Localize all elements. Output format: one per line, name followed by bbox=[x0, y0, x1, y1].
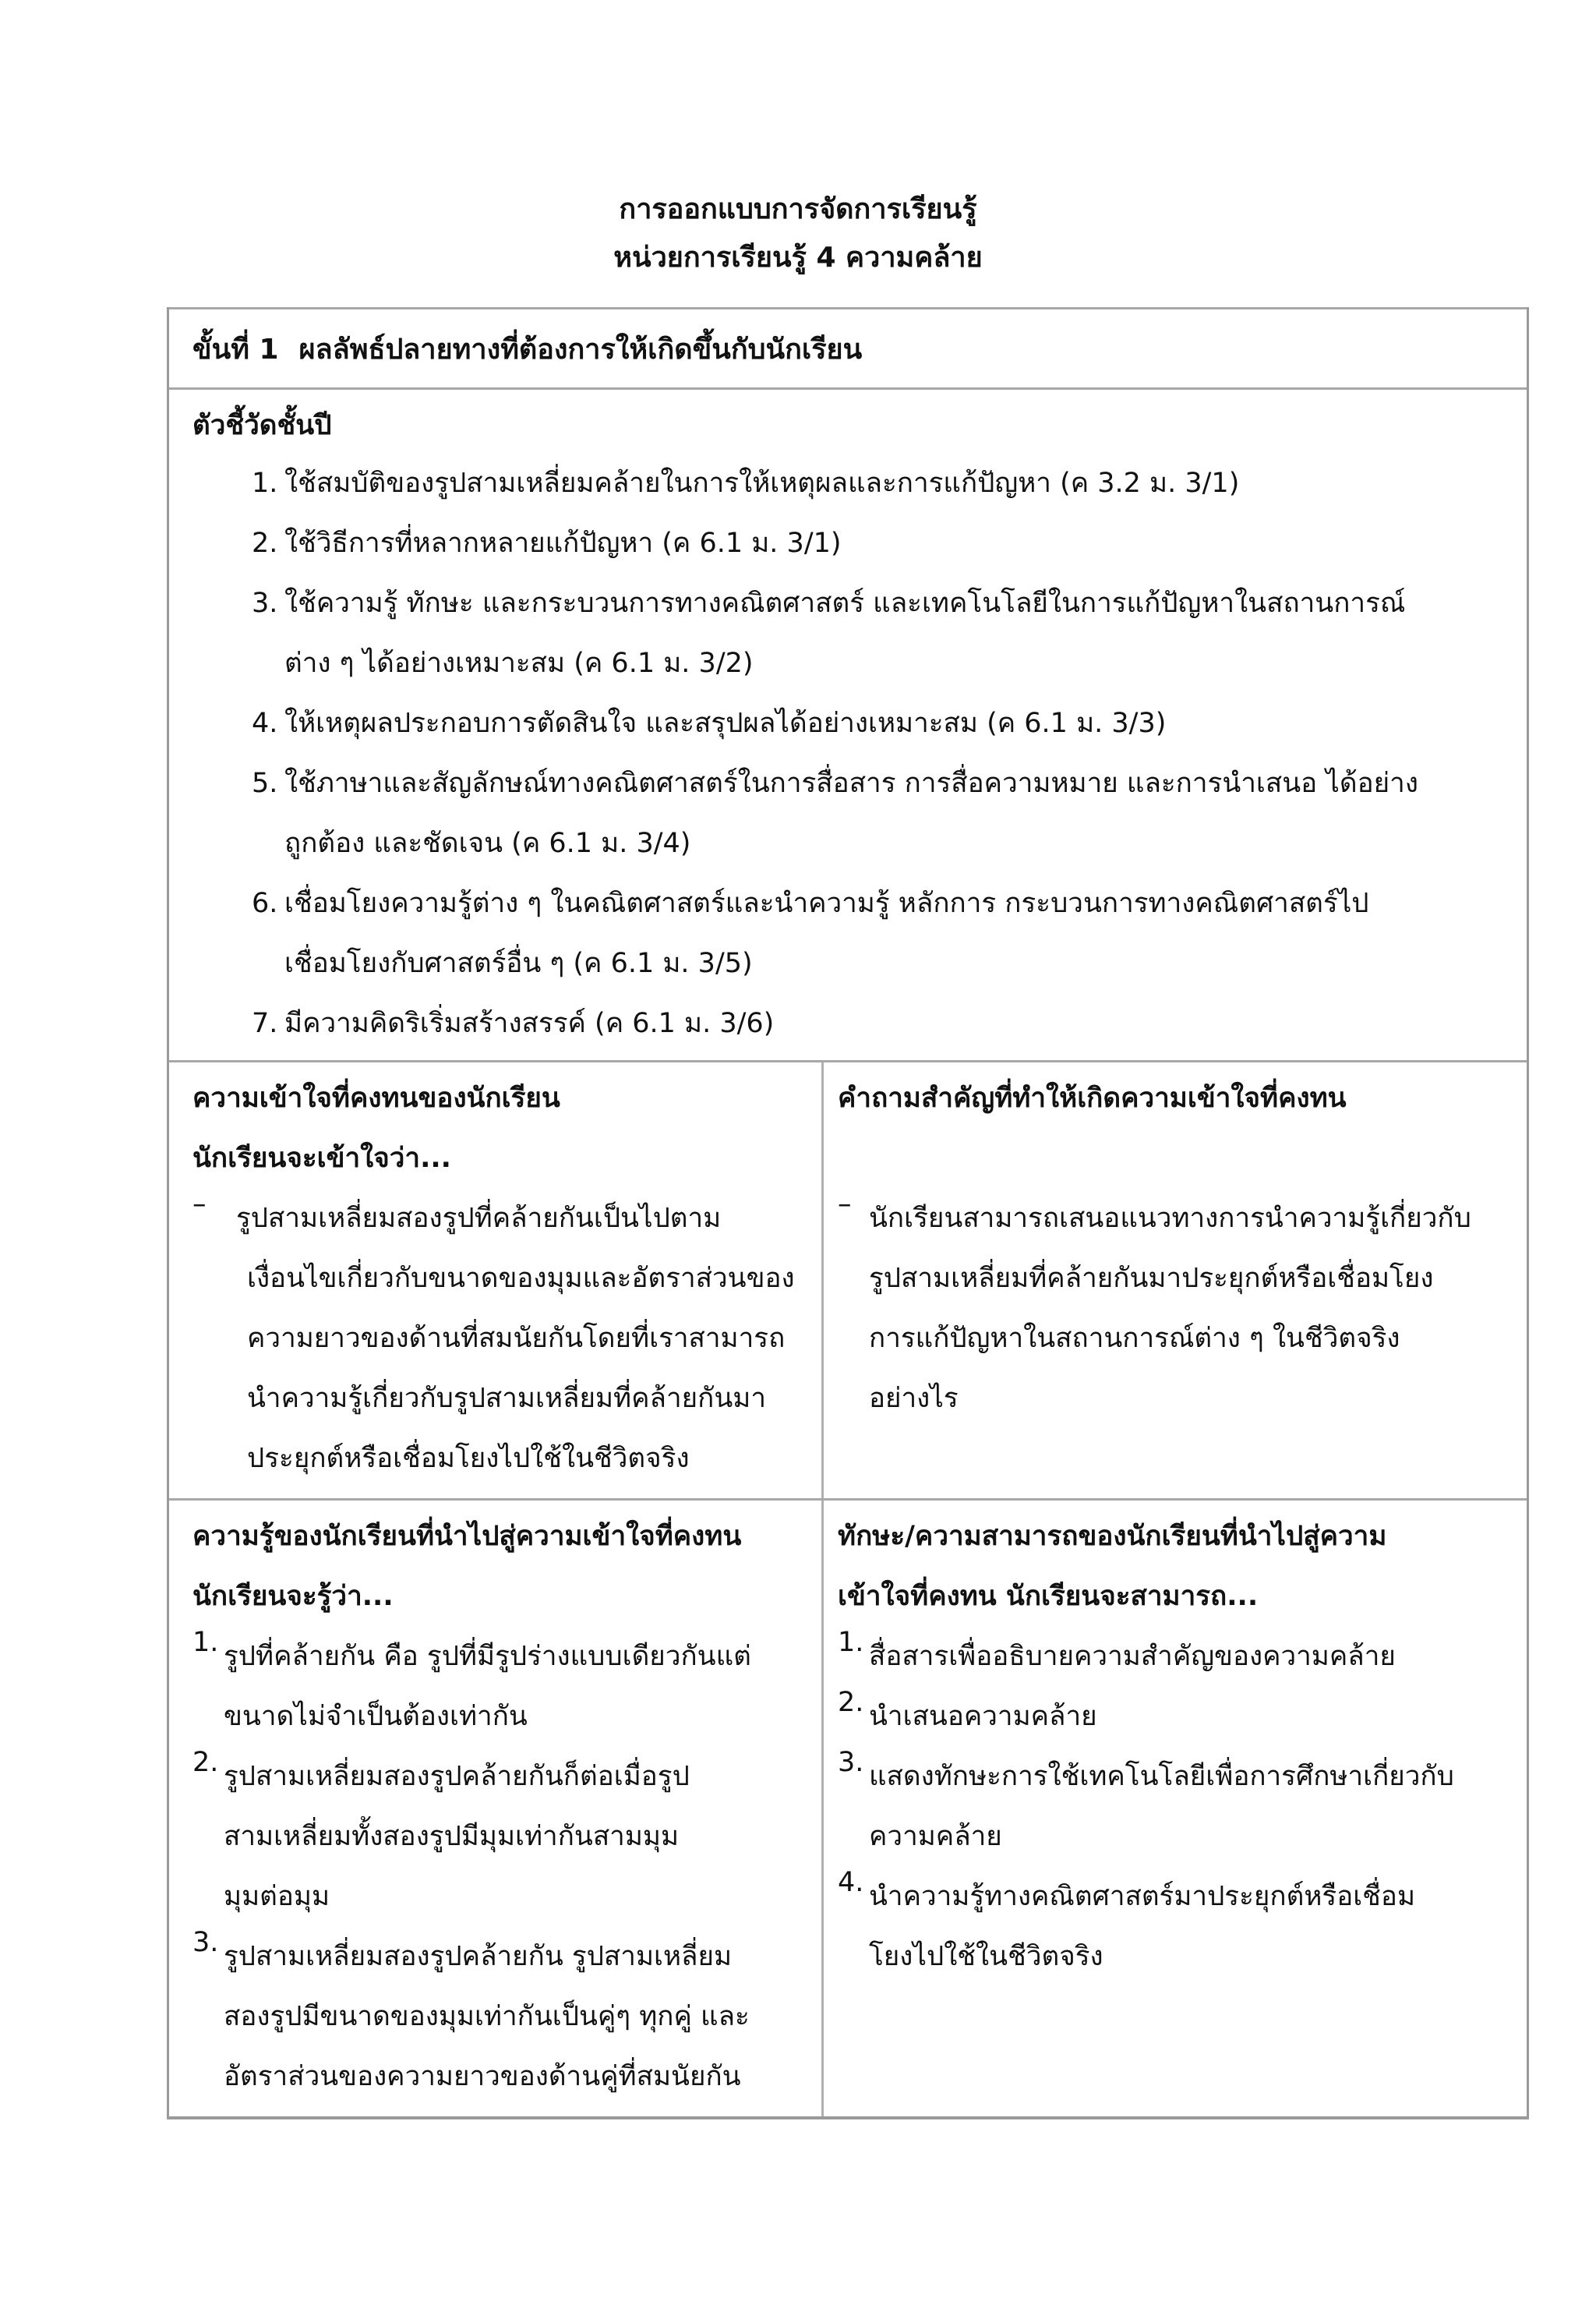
skill-item-line: สื่อสารเพื่ออธิบายความสำคัญของความคล้าย bbox=[869, 1641, 1396, 1672]
indicator-item bbox=[192, 874, 1527, 994]
indicator-item-line: มีความคิดริเริ่มสร้างสรรค์ (ค 6.1 ม. 3/6) bbox=[284, 1008, 775, 1039]
skill-item bbox=[838, 1867, 1509, 1987]
indicator-item bbox=[192, 574, 1527, 694]
knowledge-subheading: นักเรียนจะรู้ว่า... bbox=[192, 1581, 394, 1612]
knowledge-heading: ความรู้ของนักเรียนที่นำไปสู่ความเข้าใจที่คงทน bbox=[192, 1521, 742, 1552]
item-number: 6. bbox=[252, 888, 278, 919]
item-number: 1. bbox=[252, 468, 278, 499]
understanding-item bbox=[192, 1189, 821, 1489]
indicator-item bbox=[192, 754, 1527, 874]
indicator-item bbox=[192, 694, 1527, 754]
knowledge-item-line: สามเหลี่ยมทั้งสองรูปมีมุมเท่ากันสามมุม bbox=[224, 1821, 680, 1852]
indicator-item bbox=[192, 454, 1527, 514]
understanding-line: นำความรู้เกี่ยวกับรูปสามเหลี่ยมที่คล้ายกันมา bbox=[247, 1383, 766, 1414]
understanding-heading: ความเข้าใจที่คงทนของนักเรียน bbox=[192, 1083, 560, 1114]
skills-heading: เข้าใจที่คงทน นักเรียนจะสามารถ... bbox=[838, 1581, 1259, 1612]
essential-question-line: อย่างไร bbox=[869, 1383, 959, 1414]
indicator-item-line: ต่าง ๆ ได้อย่างเหมาะสม (ค 6.1 ม. 3/2) bbox=[284, 648, 754, 679]
knowledge-item-line: รูปสามเหลี่ยมสองรูปคล้ายกันก็ต่อเมื่อรูป bbox=[224, 1761, 690, 1792]
indicators-section bbox=[169, 390, 1527, 1060]
item-number: 4. bbox=[838, 1867, 864, 1898]
knowledge-item-line: สองรูปมีขนาดของมุมเท่ากันเป็นคู่ๆ ทุกคู่ และ bbox=[224, 2001, 750, 2032]
item-number: 2. bbox=[838, 1687, 864, 1718]
unit-title: หน่วยการเรียนรู้ 4 ความคล้าย bbox=[613, 242, 983, 274]
item-number: 5. bbox=[252, 768, 278, 799]
skill-item-line: นำเสนอความคล้าย bbox=[869, 1701, 1097, 1732]
skill-item-line: โยงไปใช้ในชีวิตจริง bbox=[869, 1941, 1103, 1972]
table-border-bottom bbox=[169, 2116, 1527, 2119]
skills-heading: ทักษะ/ความสามารถของนักเรียนที่นำไปสู่ความ bbox=[838, 1521, 1387, 1552]
skills-cell bbox=[824, 1501, 1524, 2116]
item-number: 2. bbox=[192, 1747, 219, 1778]
skill-item bbox=[838, 1687, 1509, 1747]
essential-question-heading: คำถามสำคัญที่ทำให้เกิดความเข้าใจที่คงทน bbox=[838, 1083, 1347, 1114]
indicator-item-line: ใช้สมบัติของรูปสามเหลี่ยมคล้ายในการให้เหตุผลและการแก้ปัญหา (ค 3.2 ม. 3/1) bbox=[284, 468, 1240, 499]
indicator-item-line: ใช้วิธีการที่หลากหลายแก้ปัญหา (ค 6.1 ม. 3/1) bbox=[284, 528, 842, 559]
essential-question-item bbox=[838, 1189, 1509, 1429]
knowledge-list bbox=[192, 1627, 821, 2107]
item-number: 1. bbox=[838, 1627, 864, 1658]
item-number: 4. bbox=[252, 708, 278, 739]
item-number: 2. bbox=[252, 528, 278, 559]
dash-bullet: – bbox=[838, 1189, 852, 1220]
skill-item-line: นำความรู้ทางคณิตศาสตร์มาประยุกต์หรือเชื่อม bbox=[869, 1881, 1416, 1912]
skills-list bbox=[838, 1627, 1509, 1987]
knowledge-item-line: อัตราส่วนของความยาวของด้านคู่ที่สมนัยกัน bbox=[224, 2061, 741, 2092]
indicator-item-line: เชื่อมโยงกับศาสตร์อื่น ๆ (ค 6.1 ม. 3/5) bbox=[284, 948, 753, 979]
step-label: ผลลัพธ์ปลายทางที่ต้องการให้เกิดขึ้นกับนักเรียน bbox=[298, 333, 863, 366]
step-row bbox=[169, 309, 1527, 387]
indicator-item-line: ให้เหตุผลประกอบการตัดสินใจ และสรุปผลได้อย่างเหมาะสม (ค 6.1 ม. 3/3) bbox=[284, 708, 1167, 739]
knowledge-item-line: รูปที่คล้ายกัน คือ รูปที่มีรูปร่างแบบเดียวกันแต่ bbox=[224, 1641, 751, 1672]
item-number: 7. bbox=[252, 1008, 278, 1039]
item-number: 1. bbox=[192, 1627, 219, 1658]
spacer bbox=[838, 1129, 1509, 1189]
indicator-item bbox=[192, 994, 1527, 1054]
learning-design-table bbox=[167, 307, 1529, 2119]
knowledge-item-line: มุมต่อมุม bbox=[224, 1881, 330, 1912]
essential-question-line: รูปสามเหลี่ยมที่คล้ายกันมาประยุกต์หรือเชื่อมโยง bbox=[869, 1263, 1434, 1294]
knowledge-item-line: รูปสามเหลี่ยมสองรูปคล้ายกัน รูปสามเหลี่ยม bbox=[224, 1941, 733, 1972]
knowledge-skills-row bbox=[169, 1501, 1527, 2116]
knowledge-item bbox=[192, 1627, 821, 1747]
skill-item bbox=[838, 1747, 1509, 1867]
indicator-item-line: ถูกต้อง และชัดเจน (ค 6.1 ม. 3/4) bbox=[284, 828, 691, 859]
indicators-list bbox=[192, 454, 1527, 1054]
step-number: ขั้นที่ 1 bbox=[192, 333, 279, 366]
indicator-item-line: เชื่อมโยงความรู้ต่าง ๆ ในคณิตศาสตร์และนำความรู้ หลักการ กระบวนการทางคณิตศาสตร์ไป bbox=[284, 888, 1369, 919]
understanding-subheading: นักเรียนจะเข้าใจว่า... bbox=[192, 1143, 451, 1174]
knowledge-item bbox=[192, 1927, 821, 2107]
indicator-item-line: ใช้ภาษาและสัญลักษณ์ทางคณิตศาสตร์ในการสื่อสาร การสื่อความหมาย และการนำเสนอ ได้อย่าง bbox=[284, 768, 1418, 799]
skill-item-line: แสดงทักษะการใช้เทคโนโลยีเพื่อการศึกษาเกี่ยวกับ bbox=[869, 1761, 1454, 1792]
indicator-item-line: ใช้ความรู้ ทักษะ และกระบวนการทางคณิตศาสตร์ และเทคโนโลยีในการแก้ปัญหาในสถานการณ์ bbox=[284, 588, 1406, 619]
understanding-line: เงื่อนไขเกี่ยวกับขนาดของมุมและอัตราส่วนของ bbox=[247, 1263, 795, 1294]
item-number: 3. bbox=[252, 588, 278, 619]
understanding-line: ประยุกต์หรือเชื่อมโยงไปใช้ในชีวิตจริง bbox=[247, 1443, 690, 1474]
understanding-line: รูปสามเหลี่ยมสองรูปที่คล้ายกันเป็นไปตาม bbox=[236, 1203, 722, 1234]
document-title-block bbox=[0, 186, 1596, 282]
dash-bullet: – bbox=[192, 1189, 207, 1220]
item-number: 3. bbox=[838, 1747, 864, 1778]
understanding-row bbox=[169, 1062, 1527, 1498]
essential-question-line: การแก้ปัญหาในสถานการณ์ต่าง ๆ ในชีวิตจริง bbox=[869, 1323, 1400, 1354]
knowledge-item bbox=[192, 1747, 821, 1927]
essential-question-line: นักเรียนสามารถเสนอแนวทางการนำความรู้เกี่ยวกับ bbox=[869, 1203, 1471, 1234]
understanding-cell bbox=[169, 1062, 824, 1498]
skill-item bbox=[838, 1627, 1509, 1687]
understanding-line: ความยาวของด้านที่สมนัยกันโดยที่เราสามารถ bbox=[247, 1323, 786, 1354]
document-title: การออกแบบการจัดการเรียนรู้ bbox=[619, 193, 977, 225]
item-number: 3. bbox=[192, 1927, 219, 1958]
indicator-item bbox=[192, 514, 1527, 574]
knowledge-item-line: ขนาดไม่จำเป็นต้องเท่ากัน bbox=[224, 1701, 528, 1732]
indicators-heading: ตัวชี้วัดชั้นปี bbox=[192, 410, 332, 441]
essential-question-cell bbox=[824, 1062, 1524, 1498]
knowledge-cell bbox=[169, 1501, 824, 2116]
skill-item-line: ความคล้าย bbox=[869, 1821, 1002, 1852]
